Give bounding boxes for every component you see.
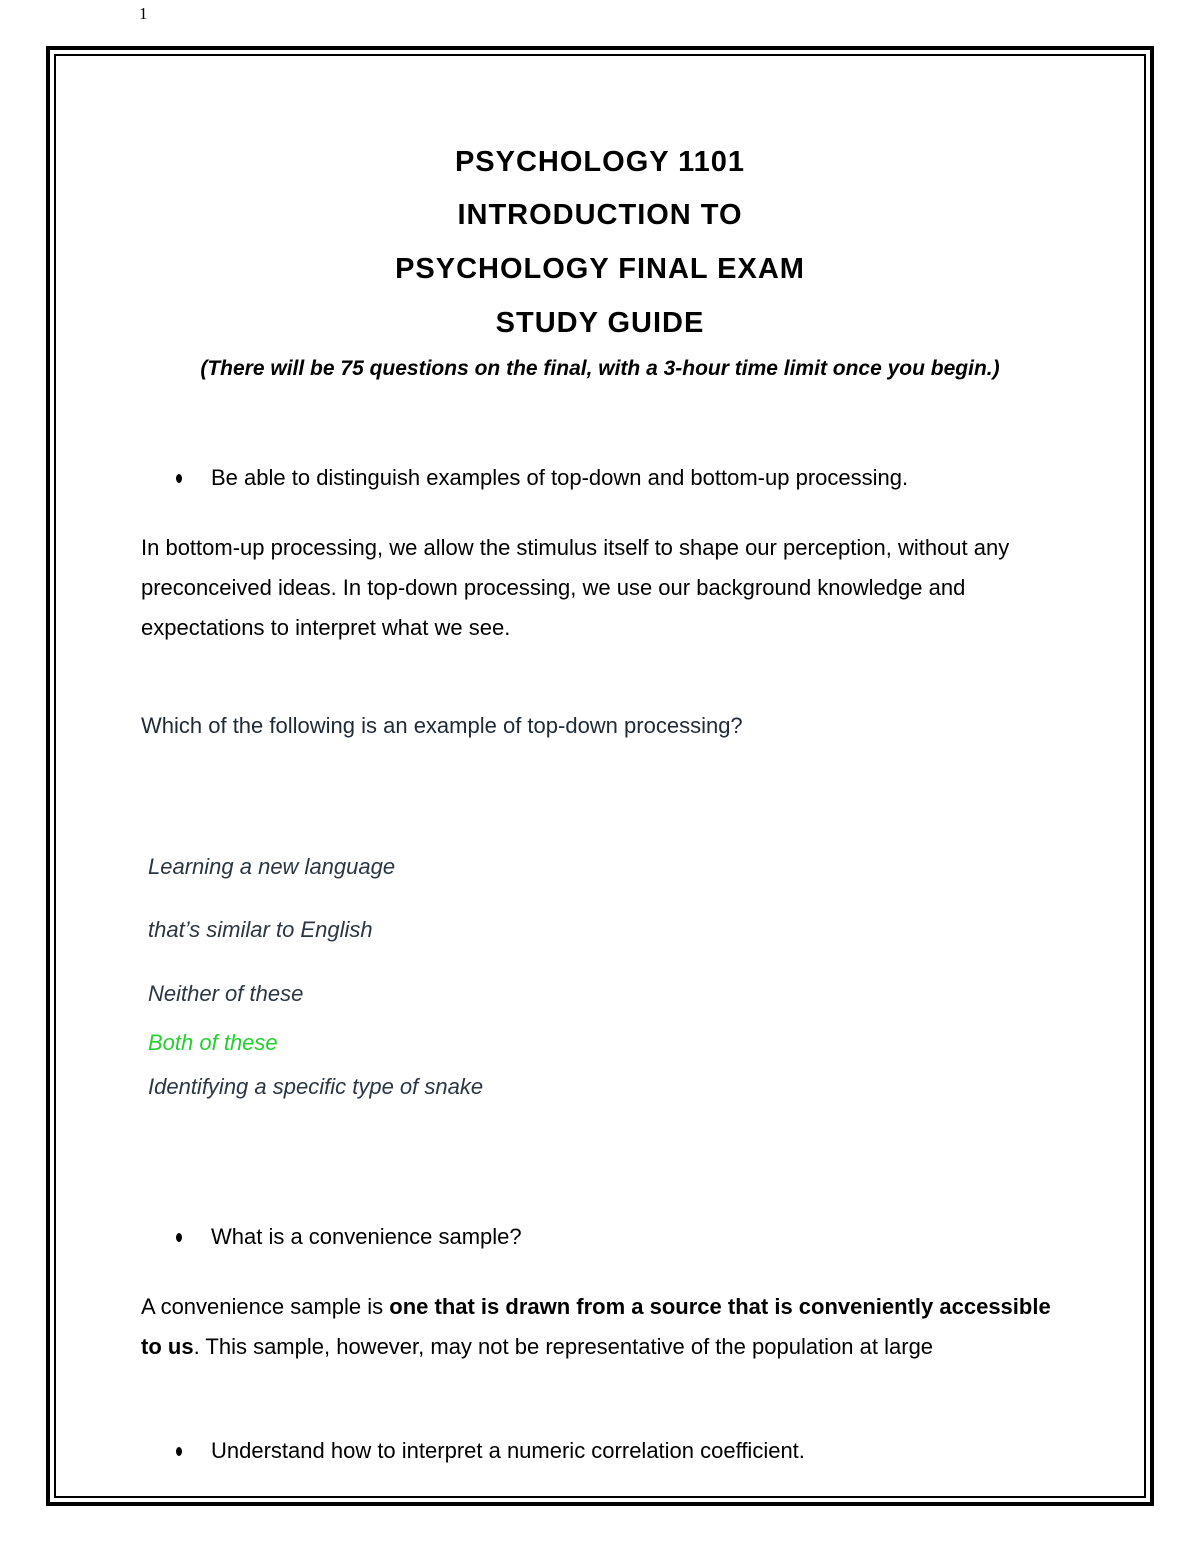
definition-bold: one that is drawn from a source that is conveniently accessible to us: [141, 1294, 1051, 1359]
convenience-sample-definition: [141, 1287, 1061, 1367]
title-line-2: INTRODUCTION TO: [457, 199, 743, 231]
processing-explanation: In bottom-up processing, we allow the stimulus itself to shape our perception, without any preconceived ideas. In top-down processing, we use our background knowledge and expectations to interpret what we see.: [141, 535, 1010, 640]
bullet-text: What is a convenience sample?: [211, 1224, 522, 1249]
answer-option: Neither of these: [148, 981, 304, 1006]
exam-note: (There will be 75 questions on the final, with a 3-hour time limit once you begin.): [200, 357, 1000, 380]
answer-option-correct: Both of these: [148, 1030, 278, 1055]
answer-option: Identifying a specific type of snake: [148, 1074, 484, 1099]
bullet-item-correlation: [176, 1438, 805, 1464]
page-number: 1: [139, 4, 148, 23]
bullet-icon: [176, 1447, 182, 1456]
question-text: Which of the following is an example of top-down processing?: [141, 713, 743, 738]
answer-option: Learning a new language: [148, 854, 396, 879]
bullet-item-convenience-sample: [176, 1224, 522, 1250]
bullet-text: Be able to distinguish examples of top-down and bottom-up processing.: [211, 465, 909, 490]
bullet-item-processing: [176, 465, 908, 491]
definition-end: . This sample, however, may not be representative of the population at large: [193, 1334, 934, 1359]
answer-option: that’s similar to English: [148, 917, 373, 942]
title-line-3: PSYCHOLOGY FINAL EXAM: [395, 253, 805, 285]
title-line-1: PSYCHOLOGY 1101: [454, 146, 746, 178]
title-line-4: STUDY GUIDE: [495, 307, 705, 339]
bullet-text: Understand how to interpret a numeric correlation coefficient.: [211, 1438, 805, 1463]
bullet-icon: [176, 1233, 182, 1242]
bullet-icon: [176, 474, 182, 483]
definition-start: A convenience sample is: [141, 1294, 390, 1319]
